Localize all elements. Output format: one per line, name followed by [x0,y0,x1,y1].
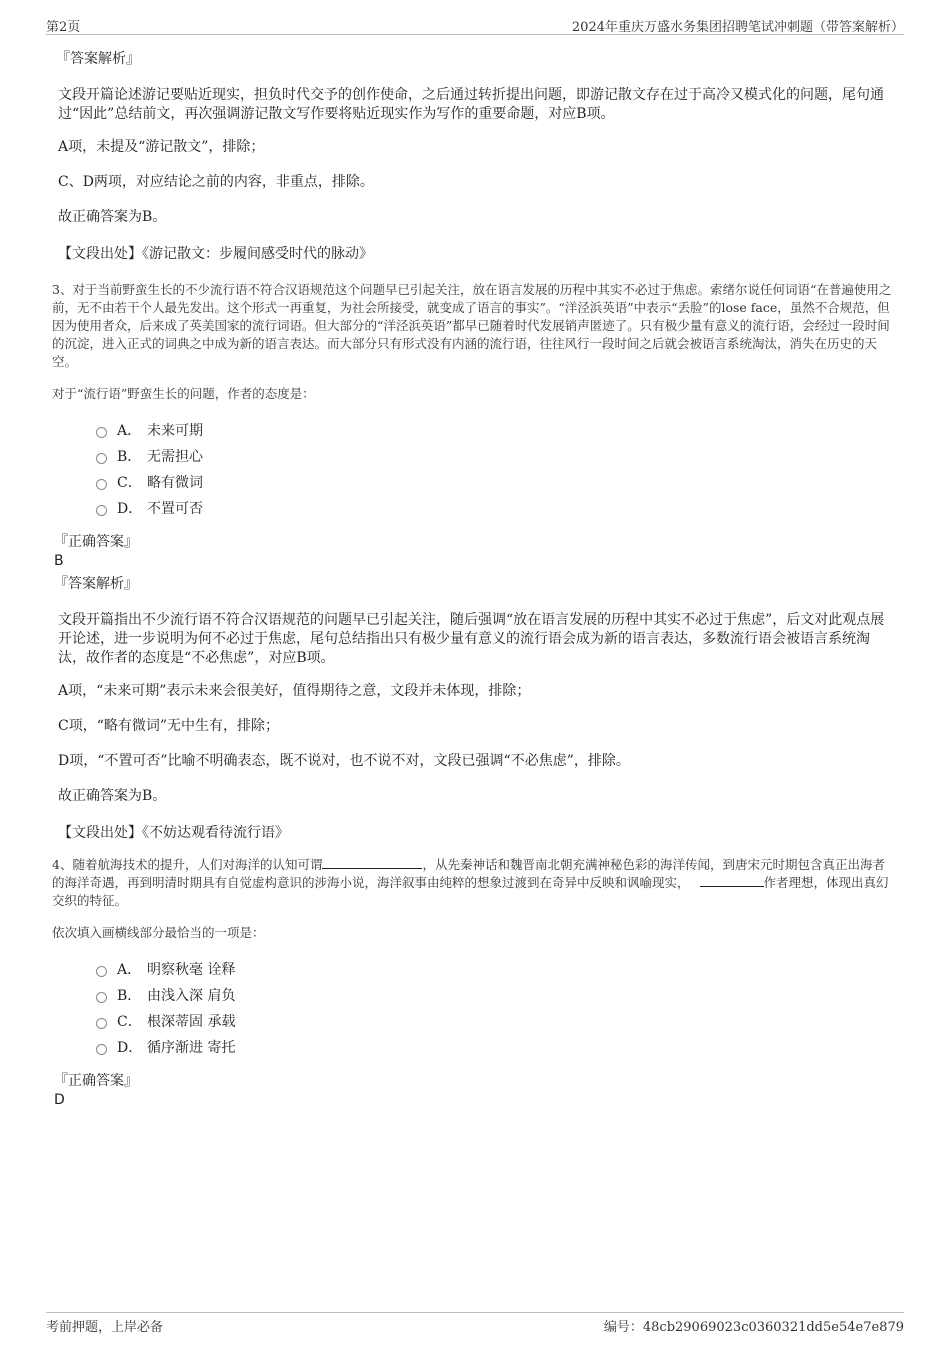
radio-icon[interactable] [96,966,107,977]
page-header [46,14,904,35]
radio-icon[interactable] [96,479,107,490]
option-a[interactable]: A． 明察秋毫 诠释 [96,956,892,982]
correct-answer: B [54,553,64,569]
option-c[interactable]: C． 略有微词 [96,469,892,495]
analysis-note: A项，未提及“游记散文”，排除； [58,139,265,155]
analysis-note: C、D两项，对应结论之前的内容，非重点，排除。 [58,174,374,190]
correct-answer-label: 『正确答案』 [54,534,138,550]
source-citation: 【文段出处】《不妨达观看待流行语》 [58,825,289,841]
fill-blank [700,874,764,887]
analysis-text: 文段开篇指出不少流行语不符合汉语规范的问题早已引起关注，随后强调“放在语言发展的历程中其实不必过于焦虑”，后文对此观点展开论述，进一步说明为何不必过于焦虑，尾句总结指出只有极少量有意义的流行语会成为新的语言表达，多数流行语会被语言系统淘汰，故作者的态度是“不必焦虑”，对应B项。 [58,612,885,666]
page-number: 第2页 [46,20,81,35]
radio-icon[interactable] [96,505,107,516]
option-c[interactable]: C． 根深蒂固 承载 [96,1008,892,1034]
document-body [52,46,892,1118]
document-title: 2024年重庆万盛水务集团招聘笔试冲刺题（带答案解析） [571,20,904,35]
option-list [96,417,892,521]
analysis-note: C项，“略有微词”无中生有，排除； [58,718,280,734]
option-list [96,956,892,1060]
page-footer [46,1312,904,1337]
radio-icon[interactable] [96,453,107,464]
analysis-label: 『答案解析』 [56,51,140,67]
option-b[interactable]: B． 无需担心 [96,443,892,469]
question-prompt: 对于“流行语”野蛮生长的问题，作者的态度是： [52,386,315,401]
analysis-note: A项，“未来可期”表示未来会很美好，值得期待之意，文段并未体现，排除； [58,683,531,699]
correct-answer: D [54,1092,65,1108]
question-prompt: 依次填入画横线部分最恰当的一项是： [52,925,265,940]
option-b[interactable]: B． 由浅入深 肩负 [96,982,892,1008]
correct-answer-label: 『正确答案』 [54,1073,138,1089]
document-id: 编号：48cb29069023c0360321dd5e54e7e879 [603,1320,904,1335]
question-text: 4、随着航海技术的提升，人们对海洋的认知可谓 ，从先秦神话和魏晋南北朝充满神秘色彩的海洋传闻，到唐宋元时期包含真正出海者的海洋奇遇，再到明清时期具有自觉虚构意识的涉海小说，海洋叙事由纯粹的想象过渡到在奇异中反映和讽喻现实， 作者理想，体现出真幻交织的特征。 [52,857,889,908]
analysis-conclusion: 故正确答案为B。 [58,788,167,804]
analysis-label: 『答案解析』 [54,576,138,592]
footer-slogan: 考前押题，上岸必备 [46,1320,164,1335]
radio-icon[interactable] [96,1018,107,1029]
analysis-text: 文段开篇论述游记要贴近现实，担负时代交予的创作使命，之后通过转折提出问题，即游记散文存在过于高冷又模式化的问题，尾句通过“因此”总结前文，再次强调游记散文写作要将贴近现实作为写作的重要命题，对应B项。 [58,87,884,122]
fill-blank [322,856,422,869]
option-a[interactable]: A． 未来可期 [96,417,892,443]
analysis-conclusion: 故正确答案为B。 [58,209,167,225]
question-text: 3、对于当前野蛮生长的不少流行语不符合汉语规范这个问题早已引起关注，放在语言发展的历程中其实不必过于焦虑。索绪尔说任何词语“在普遍使用之前，无不由若干个人最先发出。这个形式一再重复，为社会所接受，就变成了语言的事实”。“洋泾浜英语”中表示“丢脸”的lose face，虽然不合规范，但因为使用者众，后来成了英美国家的流行词语。但大部分的“洋泾浜英语”都早已随着时代发展销声匿迹了。只有极少量有意义的流行语，会经过一段时间的沉淀，进入正式的词典之中成为新的语言表达。而大部分只有形式没有内涵的流行语，往往风行一段时间之后就会被语言系统淘汰，消失在历史的天空。 [52,282,892,369]
radio-icon[interactable] [96,1044,107,1055]
radio-icon[interactable] [96,992,107,1003]
analysis-note: D项，“不置可否”比喻不明确表态，既不说对，也不说不对，文段已强调“不必焦虑”，排除。 [58,753,630,769]
source-citation: 【文段出处】《游记散文：步履间感受时代的脉动》 [58,246,373,262]
option-d[interactable]: D． 不置可否 [96,495,892,521]
option-d[interactable]: D． 循序渐进 寄托 [96,1034,892,1060]
radio-icon[interactable] [96,427,107,438]
